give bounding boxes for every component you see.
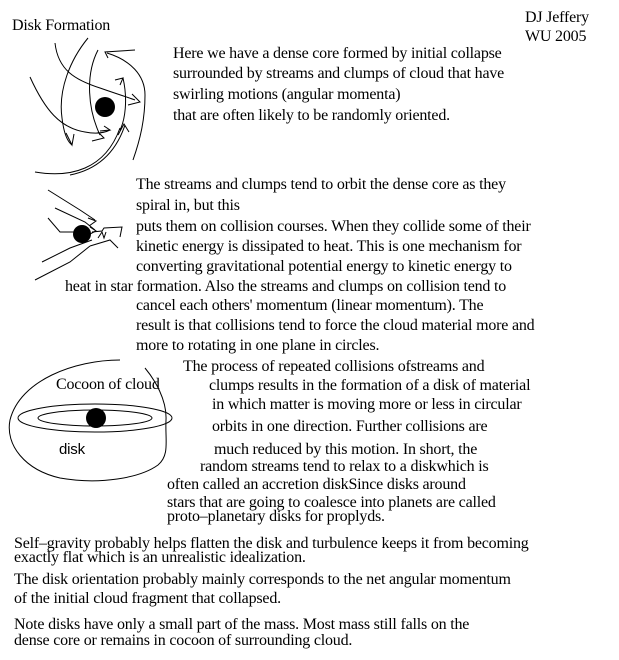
dense-core (73, 225, 91, 243)
author-name: DJ Jeffery (525, 9, 589, 26)
intro-line: Here we have a dense core formed by initial collapse (173, 45, 502, 62)
stream-curve (90, 50, 100, 135)
disk-line: The process of repeated collisions ofstreams and (183, 358, 485, 375)
arrowhead-icon (100, 126, 110, 131)
arrowhead-icon (115, 78, 123, 85)
collision-diagram (35, 190, 122, 280)
collision-line: spiral in, but this (136, 197, 240, 214)
intro-line: that are often likely to be randomly oriented. (173, 107, 450, 124)
intro-line: surrounded by streams and clumps of cloud that have (173, 65, 505, 82)
disk-line: stars that are going to coalesce into planets are called (167, 494, 496, 511)
stream-curve (70, 125, 125, 175)
note-line: of the initial cloud fragment that collapsed. (14, 590, 281, 607)
dense-core (86, 408, 106, 428)
disk-line: orbits in one direction. Further collisions are (212, 418, 488, 435)
page-title: Disk Formation (12, 17, 111, 34)
stream-curve (55, 43, 135, 100)
collision-line: more to rotating in one plane in circles. (136, 337, 380, 354)
note-line: dense core or remains in cocoon of surrounding cloud. (14, 632, 353, 649)
arrowhead-icon (92, 227, 122, 237)
stream-line (35, 246, 90, 280)
intro-line: swirling motions (angular momenta) (173, 86, 401, 103)
collision-line: result is that collisions tend to force the cloud material more and (136, 317, 535, 334)
note-line: The disk orientation probably mainly corresponds to the net angular momentum (14, 571, 511, 588)
stream-line (55, 208, 95, 230)
swirling-streams-diagram (30, 38, 145, 175)
collision-line: converting gravitational potential energy to kinetic energy to (136, 258, 512, 275)
stream-line (90, 240, 118, 248)
disk-line: often called an accretion diskSince disks around (167, 476, 466, 493)
disk-line: in which matter is moving more or less in circular (212, 396, 522, 413)
disk-line: random streams tend to relax to a diskwhich is (200, 458, 489, 475)
disk-label: disk (59, 441, 85, 458)
note-line: exactly flat which is an unrealistic idealization. (14, 549, 306, 566)
stream-curve (35, 128, 120, 174)
collision-line: heat in star formation. Also the streams and clumps on collision tend to (65, 278, 507, 295)
disk-line: much reduced by this motion. In short, the (214, 441, 478, 458)
collision-line: The streams and clumps tend to orbit the dense core as they (136, 176, 506, 193)
author-affiliation: WU 2005 (525, 28, 587, 45)
cocoon-label: Cocoon of cloud (56, 376, 160, 393)
note-line: Note disks have only a small part of the mass. Most mass still falls on the (14, 616, 470, 633)
disk-line: clumps results in the formation of a disk of material (209, 377, 531, 394)
note-line: Self–gravity probably helps flatten the disk and turbulence keeps it from becoming (14, 535, 529, 552)
collision-line: puts them on collision courses. When they collide some of their (136, 218, 531, 235)
collision-line: kinetic energy is dissipated to heat. This is one mechanism for (136, 238, 522, 255)
disk-line: proto–planetary disks for proplyds. (167, 508, 385, 525)
stream-curve (120, 78, 126, 130)
dense-core (95, 97, 115, 117)
collision-line: cancel each others' momentum (linear momentum). The (136, 297, 484, 314)
arrowhead-icon (98, 232, 106, 238)
